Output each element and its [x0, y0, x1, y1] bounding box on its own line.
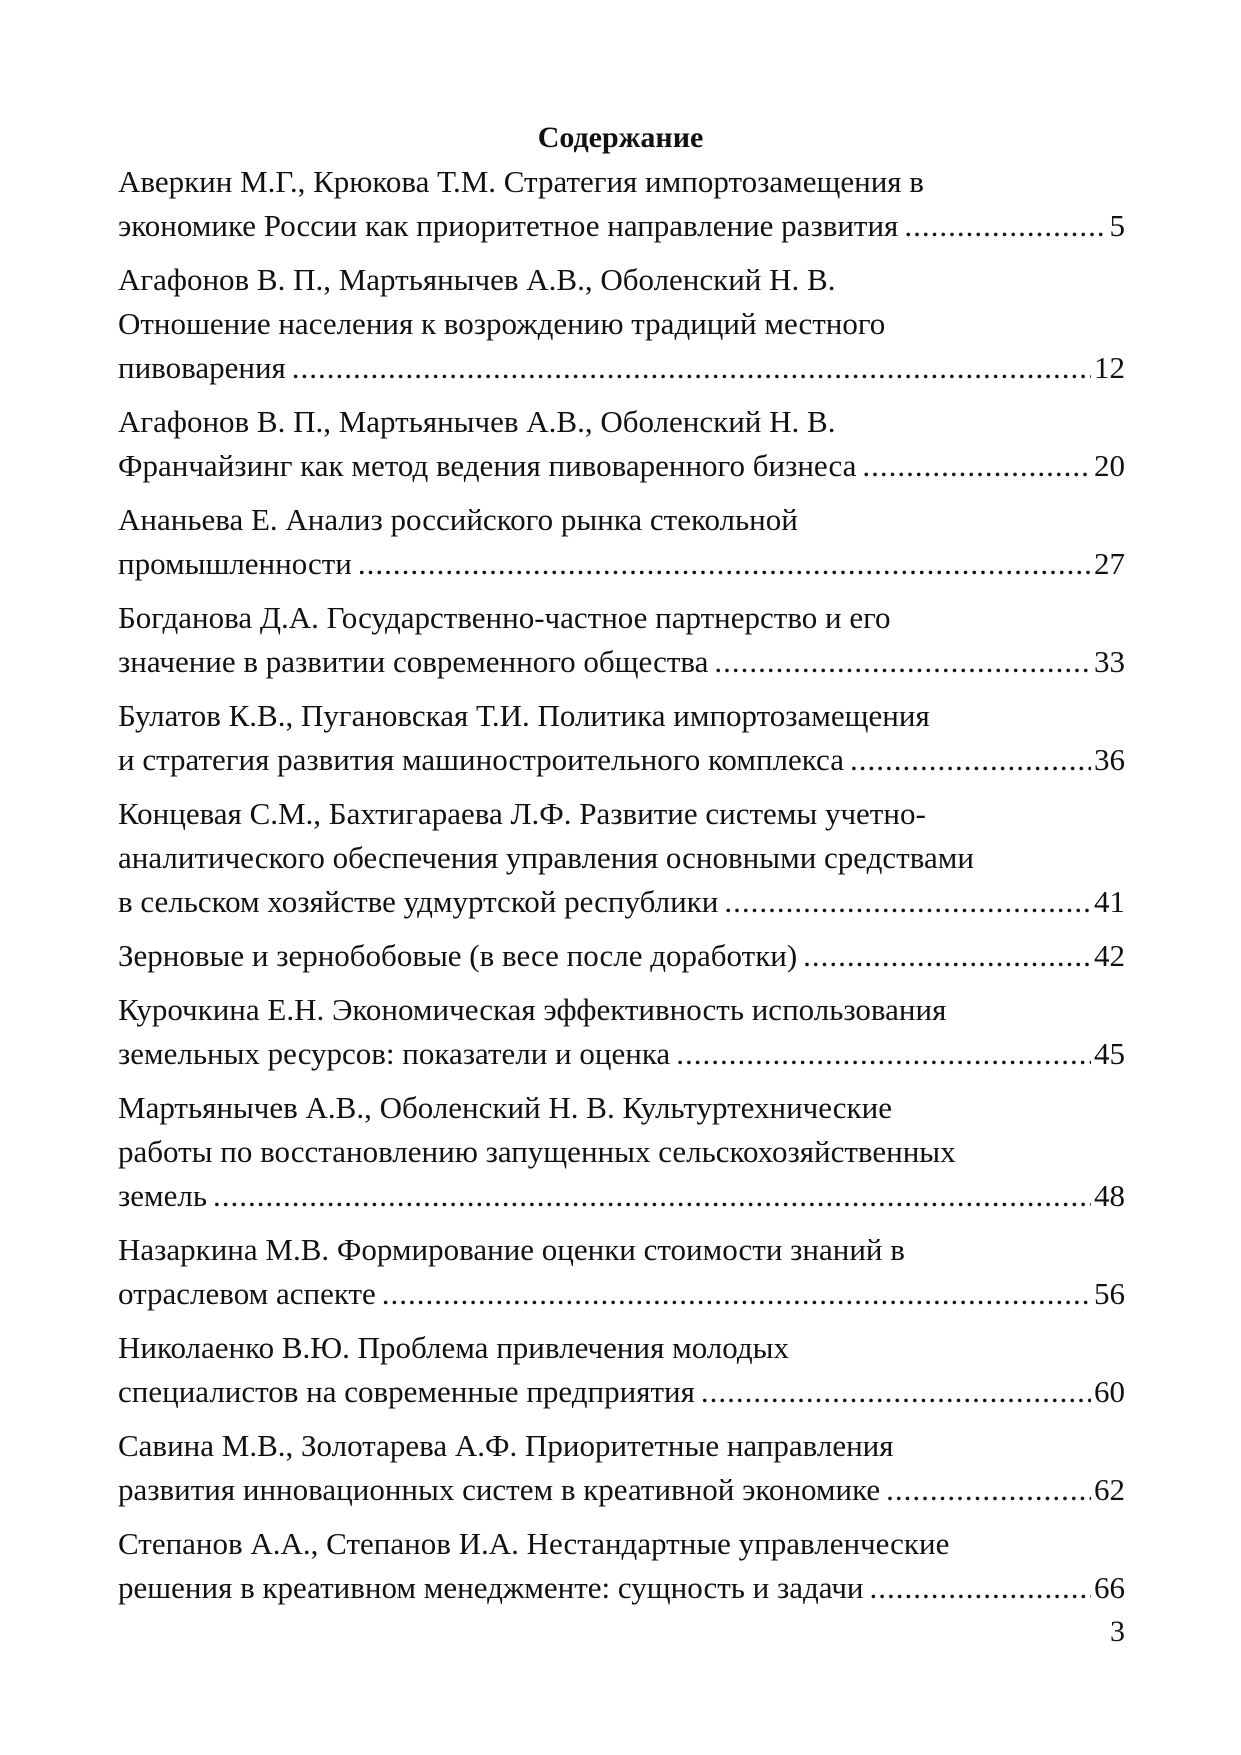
toc-entry-title-end: Зерновые и зернобобовые (в весе после доработки) [118, 938, 798, 973]
dot-leader [850, 738, 1091, 782]
toc-entry[interactable] [118, 1522, 1125, 1610]
dot-leader [904, 204, 1106, 248]
toc-entry-last-line [118, 444, 1125, 488]
dot-leader [870, 1566, 1092, 1610]
toc-entry-last-line [118, 738, 1125, 782]
dot-leader [714, 640, 1091, 684]
toc-entry-title-end: земель [118, 1178, 207, 1213]
dot-leader [701, 1370, 1091, 1414]
dot-leader [862, 444, 1091, 488]
toc-page-number: 36 [1094, 742, 1125, 777]
toc-entry-line: Степанов А.А., Степанов И.А. Нестандартные управленческие [118, 1526, 950, 1561]
toc-entry-line: Концевая С.М., Бахтигараева Л.Ф. Развитие системы учетно- [118, 796, 926, 831]
toc-entry-last-line [118, 1272, 1125, 1316]
toc-entry-line: аналитического обеспечения управления основными средствами [118, 840, 974, 875]
toc-entry-title-end: промышленности [118, 546, 352, 581]
toc-entry-line: Отношение населения к возрождению традиций местного [118, 306, 886, 341]
dot-leader [676, 1032, 1091, 1076]
dot-leader [382, 1272, 1091, 1316]
dot-leader [724, 880, 1091, 924]
toc-entry-line: Николаенко В.Ю. Проблема привлечения молодых [118, 1330, 789, 1365]
toc-entry-last-line [118, 346, 1125, 390]
toc-entry-line: Булатов К.В., Пугановская Т.И. Политика импортозамещения [118, 698, 930, 733]
toc-entry-title-end: развития инновационных систем в креативной экономике [118, 1472, 881, 1507]
toc-entry-title-end: Франчайзинг как метод ведения пивоваренного бизнеса [118, 448, 857, 483]
toc-entry-title-end: специалистов на современные предприятия [118, 1374, 695, 1409]
page-number: 3 [1110, 1615, 1125, 1648]
toc-entry-title-end: пивоварения [118, 350, 286, 385]
table-of-contents [118, 160, 1125, 1620]
toc-entry-title-end: экономике России как приоритетное направление развития [118, 208, 899, 243]
toc-entry-line: Назаркина М.В. Формирование оценки стоимости знаний в [118, 1232, 905, 1267]
page-title: Содержание [537, 121, 704, 154]
toc-page-number: 48 [1094, 1178, 1125, 1213]
toc-entry[interactable] [118, 596, 1125, 684]
toc-entry[interactable] [118, 1326, 1125, 1414]
toc-page-number: 56 [1094, 1276, 1125, 1311]
toc-page-number: 12 [1094, 350, 1125, 385]
toc-entry-line: Савина М.В., Золотарева А.Ф. Приоритетные направления [118, 1428, 894, 1463]
toc-entry-last-line [118, 1370, 1125, 1414]
toc-entry-last-line [118, 204, 1125, 248]
toc-entry-title-end: значение в развитии современного общества [118, 644, 709, 679]
toc-entry[interactable] [118, 988, 1125, 1076]
toc-entry[interactable] [118, 400, 1125, 488]
toc-entry-line: Агафонов В. П., Мартьянычев А.В., Оболенский Н. В. [118, 404, 836, 439]
toc-page-number: 45 [1094, 1036, 1125, 1071]
toc-page-number: 41 [1094, 884, 1125, 919]
toc-entry-last-line [118, 640, 1125, 684]
toc-entry-last-line [118, 1566, 1125, 1610]
toc-entry[interactable] [118, 160, 1125, 248]
toc-entry[interactable] [118, 792, 1125, 924]
toc-page-number: 20 [1094, 448, 1125, 483]
toc-entry-line: Мартьянычев А.В., Оболенский Н. В. Культуртехнические [118, 1090, 892, 1125]
toc-page-number: 66 [1094, 1570, 1125, 1605]
toc-entry-line: Богданова Д.А. Государственно-частное партнерство и его [118, 600, 891, 635]
dot-leader [886, 1468, 1091, 1512]
toc-entry-title-end: и стратегия развития машиностроительного комплекса [118, 742, 844, 777]
toc-entry-title-end: решения в креативном менеджменте: сущность и задачи [118, 1570, 864, 1605]
toc-entry[interactable] [118, 498, 1125, 586]
dot-leader [803, 934, 1091, 978]
toc-entry-line: Аверкин М.Г., Крюкова Т.М. Стратегия импортозамещения в [118, 164, 924, 199]
toc-entry-title-end: отраслевом аспекте [118, 1276, 376, 1311]
toc-entry[interactable] [118, 934, 1125, 978]
toc-entry-last-line [118, 542, 1125, 586]
toc-page-number: 27 [1094, 546, 1125, 581]
toc-entry-last-line [118, 1174, 1125, 1218]
toc-page-number: 62 [1094, 1472, 1125, 1507]
dot-leader [292, 346, 1091, 390]
toc-entry-line: Курочкина Е.Н. Экономическая эффективность использования [118, 992, 947, 1027]
toc-entry[interactable] [118, 694, 1125, 782]
toc-page-number: 42 [1094, 938, 1125, 973]
toc-page-number: 5 [1109, 208, 1125, 243]
toc-entry[interactable] [118, 258, 1125, 390]
toc-entry-line: работы по восстановлению запущенных сельскохозяйственных [118, 1134, 956, 1169]
toc-entry-last-line [118, 880, 1125, 924]
toc-entry-last-line [118, 1468, 1125, 1512]
toc-entry[interactable] [118, 1424, 1125, 1512]
dot-leader [213, 1174, 1091, 1218]
toc-entry-line: Агафонов В. П., Мартьянычев А.В., Оболенский Н. В. [118, 262, 836, 297]
toc-entry[interactable] [118, 1228, 1125, 1316]
toc-page-number: 33 [1094, 644, 1125, 679]
toc-entry-title-end: в сельском хозяйстве удмуртской республики [118, 884, 719, 919]
toc-entry[interactable] [118, 1086, 1125, 1218]
dot-leader [358, 542, 1091, 586]
toc-entry-line: Ананьева Е. Анализ российского рынка стекольной [118, 502, 798, 537]
toc-page-number: 60 [1094, 1374, 1125, 1409]
toc-entry-last-line [118, 1032, 1125, 1076]
toc-entry-title-end: земельных ресурсов: показатели и оценка [118, 1036, 671, 1071]
toc-entry-last-line [118, 934, 1125, 978]
